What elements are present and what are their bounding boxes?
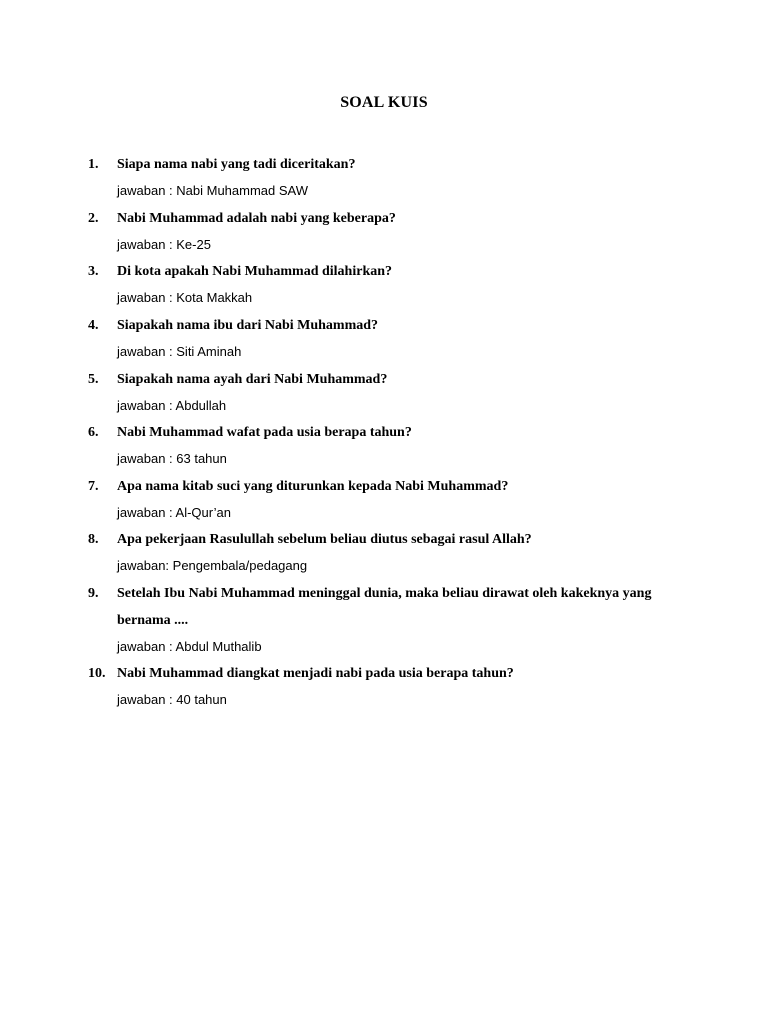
question-item-8	[88, 526, 688, 579]
question-row	[88, 660, 688, 687]
question-row	[88, 580, 688, 634]
question-item-3	[88, 258, 688, 311]
question-number: 9.	[88, 586, 99, 601]
question-row	[88, 419, 688, 446]
question-text: Nabi Muhammad diangkat menjadi nabi pada usia berapa tahun?	[117, 666, 514, 681]
answer-text: jawaban : Ke-25	[117, 237, 211, 252]
answer-text: jawaban : Siti Aminah	[117, 344, 242, 359]
question-text: Setelah Ibu Nabi Muhammad meninggal dunia, maka beliau dirawat oleh kakeknya yang bernama ....	[117, 586, 652, 628]
question-text: Siapakah nama ayah dari Nabi Muhammad?	[117, 372, 388, 387]
page-title: SOAL KUIS	[340, 94, 428, 111]
question-item-5	[88, 366, 688, 419]
question-text: Nabi Muhammad adalah nabi yang keberapa?	[117, 211, 396, 226]
question-number: 10.	[88, 666, 106, 681]
question-text: Apa nama kitab suci yang diturunkan kepada Nabi Muhammad?	[117, 479, 509, 494]
question-item-4	[88, 312, 688, 365]
question-text: Nabi Muhammad wafat pada usia berapa tahun?	[117, 425, 412, 440]
question-item-7	[88, 473, 688, 526]
question-item-10	[88, 660, 688, 713]
question-text: Di kota apakah Nabi Muhammad dilahirkan?	[117, 264, 393, 279]
answer-text: jawaban: Pengembala/pedagang	[117, 558, 308, 573]
question-number: 7.	[88, 479, 99, 494]
question-row	[88, 526, 688, 553]
answer-text: jawaban : 40 tahun	[117, 692, 227, 707]
question-row	[88, 258, 688, 285]
question-item-1	[88, 151, 688, 204]
question-item-9	[88, 580, 688, 660]
question-row	[88, 205, 688, 232]
question-text: Apa pekerjaan Rasulullah sebelum beliau diutus sebagai rasul Allah?	[117, 532, 532, 547]
question-row	[88, 151, 688, 178]
answer-text: jawaban : Kota Makkah	[117, 290, 253, 305]
question-row	[88, 312, 688, 339]
question-item-6	[88, 419, 688, 472]
question-row	[88, 366, 688, 393]
question-number: 6.	[88, 425, 99, 440]
question-number: 4.	[88, 318, 99, 333]
question-number: 5.	[88, 372, 99, 387]
question-number: 3.	[88, 264, 99, 279]
answer-text: jawaban : Al-Qur’an	[117, 505, 231, 520]
question-item-2	[88, 205, 688, 258]
question-number: 1.	[88, 157, 99, 172]
question-number: 8.	[88, 532, 99, 547]
answer-text: jawaban : 63 tahun	[117, 451, 227, 466]
answer-text: jawaban : Abdul Muthalib	[117, 639, 262, 654]
answer-text: jawaban : Abdullah	[117, 398, 227, 413]
question-text: Siapa nama nabi yang tadi diceritakan?	[117, 157, 356, 172]
question-number: 2.	[88, 211, 99, 226]
answer-text: jawaban : Nabi Muhammad SAW	[117, 183, 308, 198]
question-text: Siapakah nama ibu dari Nabi Muhammad?	[117, 318, 379, 333]
question-row	[88, 473, 688, 500]
